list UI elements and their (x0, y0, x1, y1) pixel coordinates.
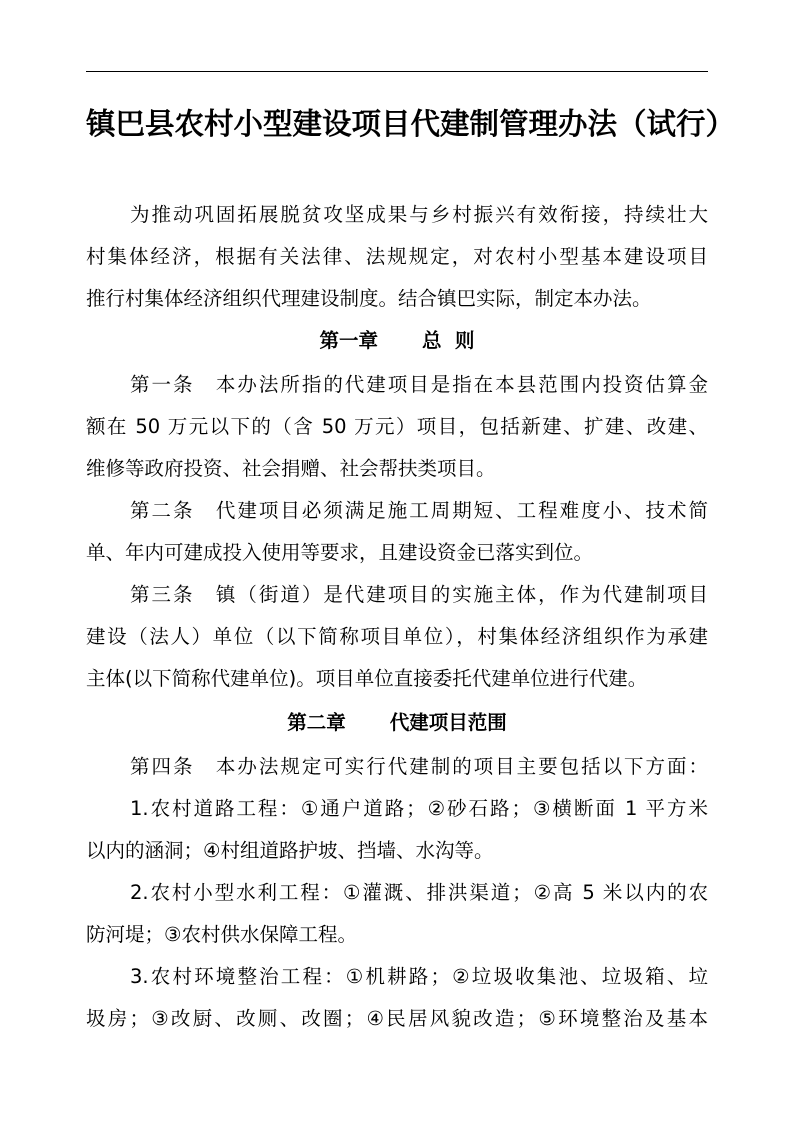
body-text-line: 村集体经济，根据有关法律、法规规定，对农村小型基本建设项目 (86, 245, 708, 268)
body-text-line: 为推动巩固拓展脱贫攻坚成果与乡村振兴有效衔接，持续壮大 (130, 203, 708, 226)
document-title: 镇巴县农村小型建设项目代建制管理办法（试行） (86, 106, 736, 141)
body-text-line: 1.农村道路工程：①通户道路；②砂石路；③横断面 1 平方米 (130, 797, 708, 820)
header-rule (86, 71, 708, 72)
body-text-line: 防河堤；③农村供水保障工程。 (86, 923, 357, 946)
body-text-line: 第一条 本办法所指的代建项目是指在本县范围内投资估算金 (130, 373, 708, 396)
body-text-line: 3.农村环境整治工程：①机耕路；②垃圾收集池、垃圾箱、垃 (130, 965, 708, 988)
body-text-line: 推行村集体经济组织代理建设制度。结合镇巴实际，制定本办法。 (86, 287, 652, 310)
body-text-line: 主体(以下简称代建单位)。项目单位直接委托代建单位进行代建。 (86, 667, 648, 690)
body-text-line: 2.农村小型水利工程：①灌溉、排洪渠道；②高 5 米以内的农 (130, 881, 708, 904)
body-text-line: 建设（法人）单位（以下简称项目单位），村集体经济组织作为承建 (86, 625, 708, 648)
body-text-line: 以内的涵洞；④村组道路护坡、挡墙、水沟等。 (86, 839, 494, 862)
body-text-line: 维修等政府投资、社会捐赠、社会帮扶类项目。 (86, 457, 496, 480)
body-text-line: 单、年内可建成投入使用等要求，且建设资金已落实到位。 (86, 541, 594, 564)
chapter-title: 代建项目范围 (389, 711, 507, 734)
body-text-line: 圾房；③改厨、改厕、改圈；④民居风貌改造；⑤环境整治及基本 (86, 1007, 708, 1030)
chapter-title: 总 则 (421, 329, 475, 352)
body-text-line: 第四条 本办法规定可实行代建制的项目主要包括以下方面： (130, 755, 708, 778)
body-text-line: 额在 50 万元以下的（含 50 万元）项目，包括新建、扩建、改建、 (86, 415, 708, 438)
chapter-heading (86, 327, 708, 355)
chapter-number: 第二章 (287, 711, 346, 734)
body-text-line: 第三条 镇（街道）是代建项目的实施主体，作为代建制项目 (130, 583, 708, 606)
chapter-number: 第一章 (319, 329, 378, 352)
body-text-line: 第二条 代建项目必须满足施工周期短、工程难度小、技术简 (130, 499, 708, 522)
chapter-heading (86, 709, 708, 737)
